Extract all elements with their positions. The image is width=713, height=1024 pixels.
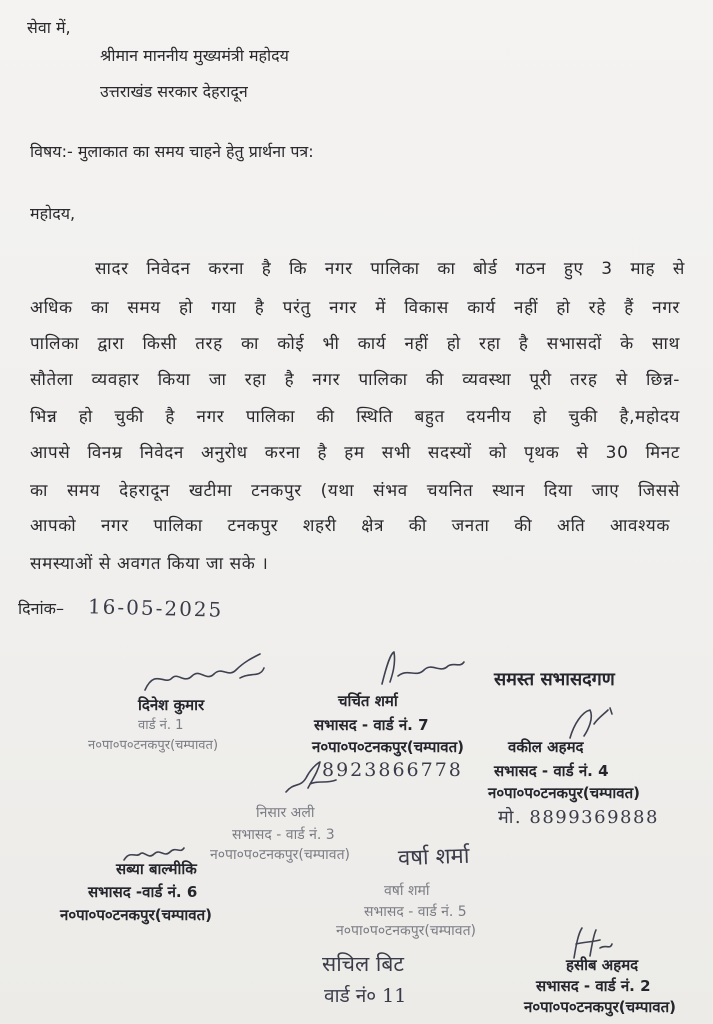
- signatory-5-name: सब्या बाल्मीकि: [116, 860, 197, 878]
- signatory-8-name: हसीब अहमद: [566, 956, 639, 974]
- signatory-4-ward: सभासद - वार्ड नं. 3: [232, 827, 335, 843]
- signature-6: वर्षा शर्मा: [397, 843, 470, 872]
- signatory-6-name: वर्षा शर्मा: [384, 883, 430, 899]
- signature-1: [140, 648, 270, 698]
- signatory-5-ward: सभासद -वार्ड नं. 6: [88, 883, 198, 901]
- date-label: दिनांक–: [18, 599, 64, 618]
- signatory-4-name: निसार अली: [256, 805, 315, 821]
- signatory-5-office: न०पा०प०टनकपुर(चम्पावत): [60, 906, 213, 924]
- signatory-2-office: न०पा०प०टनकपुर(चम्पावत): [312, 738, 465, 756]
- signature-2: [378, 648, 468, 688]
- subject-line: विषय:- मुलाकात का समय चाहने हेतु प्रार्थना पत्र:: [30, 142, 314, 161]
- signatory-1-office: न०पा०प०टनकपुर(चम्पावत): [88, 738, 219, 753]
- signatory-1-name: दिनेश कुमार: [138, 696, 205, 714]
- signatory-8-ward: सभासद - वार्ड नं. 2: [536, 977, 651, 995]
- body-line: आपसे विनम्र निवेदन अनुरोध करना है हम सभी सदस्यों को पृथक से 30 मिनट: [30, 443, 680, 463]
- signatory-6-ward: सभासद - वार्ड नं. 5: [364, 904, 467, 920]
- body-line: सौतेला व्यवहार किया जा रहा है नगर पालिका की व्यवस्था पूरी तरह से छिन्न-: [30, 370, 680, 390]
- signature-7: सचिल बिट: [322, 952, 404, 976]
- greeting: महोदय,: [30, 204, 76, 223]
- signatory-6-office: न०पा०प०टनकपुर(चम्पावत): [336, 923, 477, 939]
- body-line: सादर निवेदन करना है कि नगर पालिका का बोर्ड गठन हुए 3 माह से: [95, 259, 685, 279]
- date-value: 16-05-2025: [87, 594, 224, 622]
- signatory-3-ward: सभासद - वार्ड नं. 4: [494, 762, 609, 780]
- body-line: भिन्न हो चुकी है नगर पालिका की स्थिति बहुत दयनीय हो चुकी है,महोदय: [30, 407, 680, 427]
- body-line: समस्याओं से अवगत किया जा सके ।: [30, 554, 269, 574]
- signatory-7-ward: वार्ड नं० 11: [324, 985, 407, 1007]
- signatory-4-office: न०पा०प०टनकपुर(चम्पावत): [210, 847, 351, 863]
- signatory-8-office: न०पा०प०टनकपुर(चम्पावत): [524, 998, 677, 1016]
- addressee-line-2: उत्तराखंड सरकार देहरादून: [100, 82, 248, 101]
- addressee-line-1: श्रीमान माननीय मुख्यमंत्री महोदय: [100, 46, 289, 65]
- all-members-heading: समस्त सभासदगण: [494, 669, 615, 690]
- signature-4: [282, 758, 342, 798]
- body-line: पालिका द्वारा किसी तरह का कोई भी कार्य नहीं हो रहा है सभासदों के साथ: [30, 334, 680, 354]
- body-line: का समय देहरादून खटीमा टनकपुर (यथा संभव चयनित स्थान दिया जाए जिससे: [30, 481, 680, 501]
- signatory-3-phone: मो. 8899369888: [498, 807, 659, 828]
- salutation: सेवा में,: [27, 18, 71, 37]
- signatory-3-name: वकील अहमद: [508, 738, 584, 756]
- signatory-2-ward: सभासद - वार्ड नं. 7: [314, 716, 429, 734]
- signatory-2-name: चर्चित शर्मा: [338, 692, 398, 710]
- body-line: अधिक का समय हो गया है परंतु नगर में विकास कार्य नहीं हो रहे हैं नगर: [30, 298, 680, 318]
- signatory-3-office: न०पा०प०टनकपुर(चम्पावत): [488, 784, 641, 802]
- signatory-2-phone: 8923866778: [322, 759, 463, 781]
- body-line: आपको नगर पालिका टनकपुर शहरी क्षेत्र की जनता की अति आवश्यक: [30, 516, 670, 536]
- signatory-1-ward: वार्ड नं. 1: [138, 718, 184, 733]
